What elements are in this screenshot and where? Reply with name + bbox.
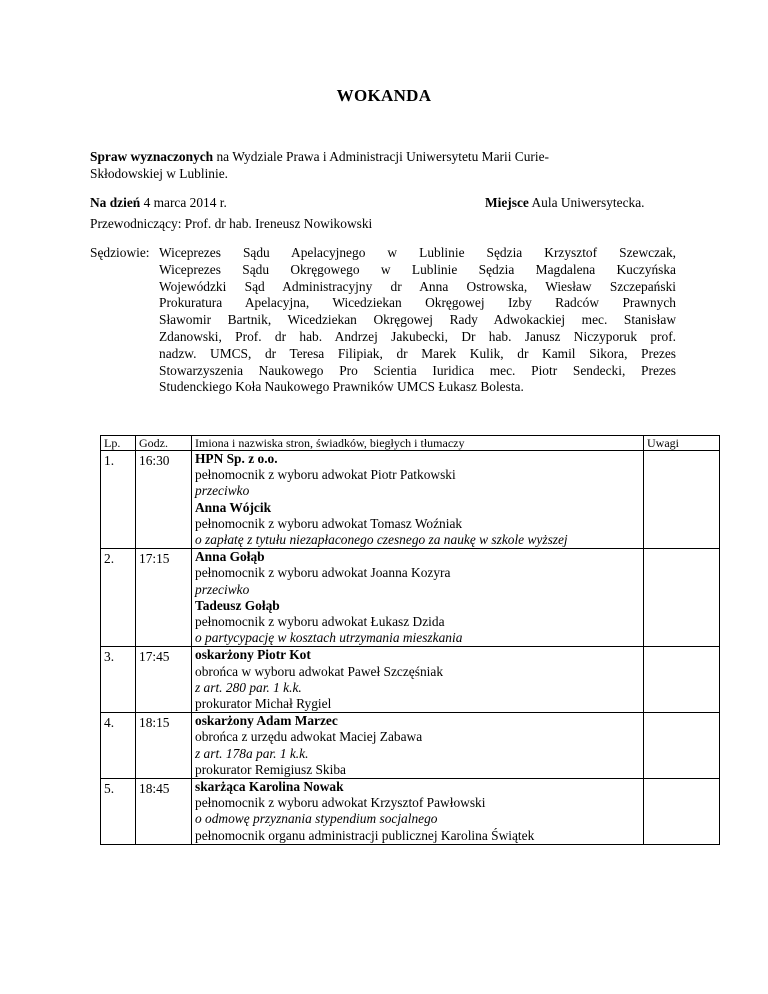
table-header-row xyxy=(101,436,720,451)
row-notes xyxy=(644,451,720,549)
party-line: z art. 280 par. 1 k.k. xyxy=(195,679,302,695)
row-time: 16:30 xyxy=(136,451,192,549)
party-line: pełnomocnik z wyboru adwokat Łukasz Dzida xyxy=(195,614,445,630)
table-row xyxy=(101,451,720,549)
row-parties xyxy=(192,647,644,713)
hearing-table xyxy=(100,435,720,845)
row-notes xyxy=(644,647,720,713)
row-notes xyxy=(644,713,720,779)
party-line: przeciwko xyxy=(195,581,250,597)
intro-bold: Spraw wyznaczonych xyxy=(90,149,214,164)
intro-line-2: Skłodowskiej w Lublinie. xyxy=(90,166,228,181)
row-time: 17:45 xyxy=(136,647,192,713)
party-line: o partycypację w kosztach utrzymania mieszkania xyxy=(195,630,463,646)
row-parties xyxy=(192,779,644,845)
header-lp: Lp. xyxy=(101,436,136,451)
judges-line: Prokuratura Apelacyjna, Wicedziekan Okręgowej Izby Radców Prawnych xyxy=(159,295,676,311)
party-line: oskarżony Adam Marzec xyxy=(195,713,338,729)
judges-line: Studenckiego Koła Naukowego Prawników UMCS Łukasz Bolesta. xyxy=(159,379,524,395)
row-number: 4. xyxy=(101,713,136,779)
row-number: 1. xyxy=(101,451,136,549)
header-time: Godz. xyxy=(136,436,192,451)
row-number: 5. xyxy=(101,779,136,845)
date-value: 4 marca 2014 r. xyxy=(140,195,227,210)
table-row xyxy=(101,647,720,713)
party-line: pełnomocnik z wyboru adwokat Krzysztof Pawłowski xyxy=(195,795,486,811)
judges-line: Wiceprezes Sądu Apelacyjnego w Lublinie Sędzia Krzysztof Szewczak, xyxy=(159,245,676,260)
header-parties: Imiona i nazwiska stron, świadków, biegłych i tłumaczy xyxy=(192,436,644,451)
table-row xyxy=(101,779,720,845)
judges-line: Zdanowski, Prof. dr hab. Andrzej Jakubecki, Dr hab. Janusz Niczyporuk prof. xyxy=(159,328,676,344)
row-parties xyxy=(192,549,644,647)
party-line: pełnomocnik z wyboru adwokat Piotr Patkowski xyxy=(195,467,456,483)
row-parties xyxy=(192,451,644,549)
table-row xyxy=(101,713,720,779)
party-line: Anna Gołąb xyxy=(195,549,265,565)
party-line: pełnomocnik z wyboru adwokat Tomasz Woźniak xyxy=(195,515,463,531)
party-line: przeciwko xyxy=(195,483,250,499)
party-line: skarżąca Karolina Nowak xyxy=(195,779,344,795)
party-line: o odmowę przyznania stypendium socjalnego xyxy=(195,811,438,827)
party-line: Anna Wójcik xyxy=(195,499,272,515)
intro-text-1: na Wydziale Prawa i Administracji Uniwersytetu Marii Curie- xyxy=(213,149,549,164)
judges-line: Stowarzyszenia Naukowego Pro Scientia Iuridica mec. Piotr Sendecki, Prezes xyxy=(159,362,676,378)
row-notes xyxy=(644,549,720,647)
row-time: 18:15 xyxy=(136,713,192,779)
place-value: Aula Uniwersytecka. xyxy=(528,195,645,210)
party-line: HPN Sp. z o.o. xyxy=(195,451,278,466)
party-line: obrońca z urzędu adwokat Maciej Zabawa xyxy=(195,729,423,745)
date-line xyxy=(90,195,227,211)
document-title: WOKANDA xyxy=(336,86,432,105)
party-line: prokurator Remigiusz Skiba xyxy=(195,761,346,777)
party-line: pełnomocnik organu administracji publicznej Karolina Świątek xyxy=(195,827,535,843)
judges-line: Sławomir Bartnik, Wicedziekan Okręgowej Rady Adwokackiej mec. Stanisław xyxy=(159,312,676,328)
party-line: Tadeusz Gołąb xyxy=(195,597,280,613)
row-parties xyxy=(192,713,644,779)
party-line: oskarżony Piotr Kot xyxy=(195,647,311,663)
row-time: 18:45 xyxy=(136,779,192,845)
place-line xyxy=(485,195,645,211)
judges-line: nadzw. UMCS, dr Teresa Filipiak, dr Marek Kulik, dr Kamil Sikora, Prezes xyxy=(159,345,676,361)
party-line: o zapłatę z tytułu niezapłaconego czesnego za naukę w szkole wyższej xyxy=(195,532,568,548)
intro-line-1 xyxy=(90,149,549,165)
row-time: 17:15 xyxy=(136,549,192,647)
judges-label: Sędziowie: xyxy=(90,245,150,260)
row-notes xyxy=(644,779,720,845)
table-row xyxy=(101,549,720,647)
chair-line: Przewodniczący: Prof. dr hab. Ireneusz Nowikowski xyxy=(90,216,373,231)
date-label: Na dzień xyxy=(90,195,141,210)
party-line: z art. 178a par. 1 k.k. xyxy=(195,745,309,761)
judges-line: Wojewódzki Sąd Administracyjny dr Anna Ostrowska, Wiesław Szczepański xyxy=(159,278,676,294)
party-line: prokurator Michał Rygiel xyxy=(195,696,332,712)
header-notes: Uwagi xyxy=(644,436,720,451)
party-line: pełnomocnik z wyboru adwokat Joanna Kozyra xyxy=(195,565,451,581)
judges-line: Wiceprezes Sądu Okręgowego w Lublinie Sędzia Magdalena Kuczyńska xyxy=(159,261,676,277)
row-number: 3. xyxy=(101,647,136,713)
place-label: Miejsce xyxy=(485,195,529,210)
party-line: obrońca w wyboru adwokat Paweł Szczęśniak xyxy=(195,663,444,679)
row-number: 2. xyxy=(101,549,136,647)
judges-list xyxy=(159,245,676,396)
